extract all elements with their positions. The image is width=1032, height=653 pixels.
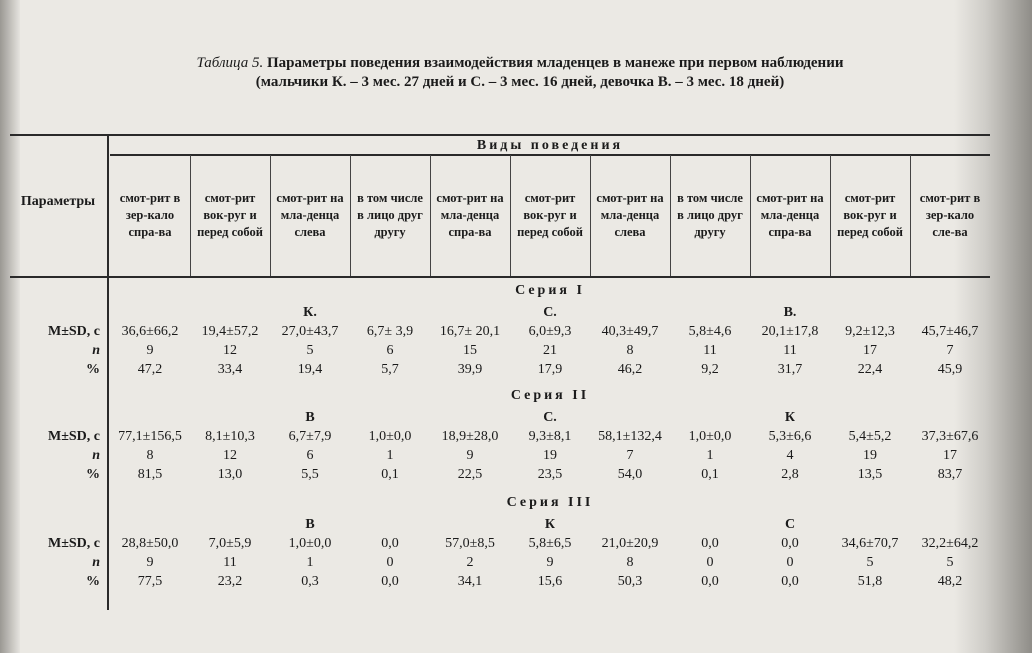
cell-msd: 5,3±6,6 — [768, 429, 812, 444]
cell-pct: 0,1 — [701, 467, 719, 482]
subject-label: С. — [543, 305, 557, 320]
cell-msd: 34,6±70,7 — [841, 536, 899, 551]
cell-pct: 13,5 — [857, 467, 883, 482]
cell-n: 12 — [223, 343, 237, 358]
cell-n: 4 — [786, 448, 794, 463]
row-label-n: n — [92, 343, 100, 358]
column-divider — [510, 155, 511, 276]
cell-n: 17 — [943, 448, 957, 463]
subject-label: К — [544, 517, 556, 532]
cell-msd: 21,0±20,9 — [601, 536, 659, 551]
cell-msd: 7,0±5,9 — [208, 536, 252, 551]
cell-pct: 45,9 — [937, 362, 963, 377]
cell-pct: 0,0 — [381, 574, 399, 589]
column-divider — [190, 155, 191, 276]
cell-n: 21 — [543, 343, 557, 358]
cell-n: 5 — [866, 555, 874, 570]
cell-pct: 0,1 — [381, 467, 399, 482]
cell-msd: 0,0 — [701, 536, 719, 551]
column-divider — [350, 155, 351, 276]
row-label-msd: M±SD, с — [47, 536, 100, 551]
row-label-pct: % — [86, 574, 100, 589]
cell-pct: 17,9 — [537, 362, 563, 377]
cell-n: 6 — [306, 448, 314, 463]
cell-msd: 0,0 — [781, 536, 799, 551]
cell-msd: 28,8±50,0 — [121, 536, 179, 551]
caption-title-line — [120, 54, 920, 73]
header-bottom-rule — [10, 276, 990, 278]
cell-msd: 5,4±5,2 — [848, 429, 892, 444]
cell-msd: 9,3±8,1 — [528, 429, 572, 444]
column-divider — [430, 155, 431, 276]
cell-n: 9 — [146, 555, 154, 570]
table-top-rule — [10, 134, 990, 136]
cell-msd: 16,7± 20,1 — [439, 324, 501, 339]
cell-n: 8 — [626, 555, 634, 570]
cell-msd: 77,1±156,5 — [118, 429, 182, 444]
cell-pct: 0,0 — [781, 574, 799, 589]
cell-msd: 36,6±66,2 — [121, 324, 179, 339]
cell-n: 2 — [466, 555, 474, 570]
cell-pct: 23,2 — [217, 574, 243, 589]
subject-label: В. — [783, 305, 797, 320]
cell-pct: 0,3 — [301, 574, 319, 589]
cell-n: 8 — [626, 343, 634, 358]
cell-pct: 13,0 — [217, 467, 243, 482]
subject-label: К. — [303, 305, 317, 320]
row-label-msd: M±SD, с — [47, 324, 100, 339]
cell-msd: 1,0±0,0 — [688, 429, 732, 444]
cell-pct: 15,6 — [537, 574, 563, 589]
cell-n: 9 — [146, 343, 154, 358]
column-divider — [910, 155, 911, 276]
column-header: смот-рит в зер-кало сле-ва — [919, 190, 981, 239]
column-header: смот-рит в зер-кало спра-ва — [119, 190, 181, 239]
cell-pct: 81,5 — [137, 467, 163, 482]
cell-msd: 58,1±132,4 — [598, 429, 662, 444]
cell-msd: 6,0±9,3 — [528, 324, 572, 339]
cell-msd: 27,0±43,7 — [281, 324, 339, 339]
cell-pct: 48,2 — [937, 574, 963, 589]
subject-label: В — [305, 517, 315, 532]
series-title: Серия II — [510, 388, 590, 403]
cell-pct: 51,8 — [857, 574, 883, 589]
column-header: в том числе в лицо друг другу — [677, 190, 743, 239]
cell-n: 5 — [306, 343, 314, 358]
subject-label: В — [305, 410, 315, 425]
subject-label: К — [784, 410, 796, 425]
cell-n: 1 — [306, 555, 314, 570]
cell-pct: 23,5 — [537, 467, 563, 482]
cell-pct: 31,7 — [777, 362, 803, 377]
column-header: смот-рит на мла-денца спра-ва — [436, 190, 504, 239]
cell-pct: 22,5 — [457, 467, 483, 482]
row-label-n: n — [92, 448, 100, 463]
group-header: Виды поведения — [476, 138, 624, 153]
cell-n: 17 — [863, 343, 877, 358]
cell-msd: 57,0±8,5 — [445, 536, 495, 551]
cell-pct: 33,4 — [217, 362, 243, 377]
cell-pct: 19,4 — [297, 362, 323, 377]
cell-n: 0 — [786, 555, 794, 570]
column-header: смот-рит вок-руг и перед собой — [517, 190, 583, 239]
column-header: смот-рит вок-руг и перед собой — [837, 190, 903, 239]
cell-pct: 2,8 — [781, 467, 799, 482]
cell-n: 11 — [223, 555, 237, 570]
table-caption — [120, 54, 920, 92]
cell-pct: 34,1 — [457, 574, 483, 589]
column-header: смот-рит вок-руг и перед собой — [197, 190, 263, 239]
cell-n: 1 — [386, 448, 394, 463]
cell-n: 9 — [466, 448, 474, 463]
cell-msd: 6,7± 3,9 — [366, 324, 414, 339]
cell-msd: 6,7±7,9 — [288, 429, 332, 444]
cell-n: 9 — [546, 555, 554, 570]
cell-msd: 18,9±28,0 — [441, 429, 499, 444]
cell-n: 11 — [783, 343, 797, 358]
cell-pct: 22,4 — [857, 362, 883, 377]
cell-msd: 5,8±6,5 — [528, 536, 572, 551]
cell-msd: 1,0±0,0 — [288, 536, 332, 551]
subject-label: С — [784, 517, 796, 532]
caption-subtitle: (мальчики К. – 3 мес. 27 дней и С. – 3 мес. 16 дней, девочка В. – 3 мес. 18 дней) — [255, 74, 785, 90]
cell-n: 15 — [463, 343, 477, 358]
cell-n: 0 — [706, 555, 714, 570]
cell-pct: 50,3 — [617, 574, 643, 589]
column-divider — [590, 155, 591, 276]
cell-n: 1 — [706, 448, 714, 463]
caption-title: Параметры поведения взаимодействия младенцев в манеже при первом наблюдении — [263, 55, 844, 71]
cell-pct: 77,5 — [137, 574, 163, 589]
cell-pct: 0,0 — [701, 574, 719, 589]
cell-msd: 8,1±10,3 — [205, 429, 255, 444]
row-label-msd: M±SD, с — [47, 429, 100, 444]
column-divider — [830, 155, 831, 276]
series-title: Серия III — [506, 495, 594, 510]
column-divider — [270, 155, 271, 276]
cell-n: 19 — [543, 448, 557, 463]
cell-msd: 40,3±49,7 — [601, 324, 659, 339]
cell-pct: 46,2 — [617, 362, 643, 377]
cell-n: 19 — [863, 448, 877, 463]
column-header: в том числе в лицо друг другу — [357, 190, 423, 239]
cell-n: 7 — [946, 343, 954, 358]
cell-n: 6 — [386, 343, 394, 358]
column-header: смот-рит на мла-денца слева — [276, 190, 344, 239]
cell-msd: 32,2±64,2 — [921, 536, 979, 551]
cell-n: 7 — [626, 448, 634, 463]
group-rule — [110, 154, 990, 156]
cell-msd: 37,3±67,6 — [921, 429, 979, 444]
cell-pct: 39,9 — [457, 362, 483, 377]
column-divider — [750, 155, 751, 276]
row-label-n: n — [92, 555, 100, 570]
cell-msd: 19,4±57,2 — [201, 324, 259, 339]
cell-pct: 54,0 — [617, 467, 643, 482]
cell-msd: 45,7±46,7 — [921, 324, 979, 339]
cell-msd: 5,8±4,6 — [688, 324, 732, 339]
row-label-pct: % — [86, 362, 100, 377]
column-header: смот-рит на мла-денца слева — [596, 190, 664, 239]
cell-msd: 1,0±0,0 — [368, 429, 412, 444]
column-divider — [670, 155, 671, 276]
params-divider — [107, 134, 109, 610]
cell-n: 0 — [386, 555, 394, 570]
cell-msd: 20,1±17,8 — [761, 324, 819, 339]
cell-n: 12 — [223, 448, 237, 463]
cell-n: 8 — [146, 448, 154, 463]
series-title: Серия I — [515, 283, 585, 298]
params-header: Параметры — [20, 194, 96, 209]
cell-pct: 5,5 — [301, 467, 319, 482]
subject-label: С. — [543, 410, 557, 425]
cell-msd: 9,2±12,3 — [845, 324, 895, 339]
cell-msd: 0,0 — [381, 536, 399, 551]
caption-label: Таблица 5. — [196, 55, 264, 71]
cell-n: 5 — [946, 555, 954, 570]
cell-n: 11 — [703, 343, 717, 358]
column-header: смот-рит на мла-денца спра-ва — [756, 190, 824, 239]
cell-pct: 9,2 — [701, 362, 719, 377]
cell-pct: 47,2 — [137, 362, 163, 377]
cell-pct: 83,7 — [937, 467, 963, 482]
cell-pct: 5,7 — [381, 362, 399, 377]
row-label-pct: % — [86, 467, 100, 482]
